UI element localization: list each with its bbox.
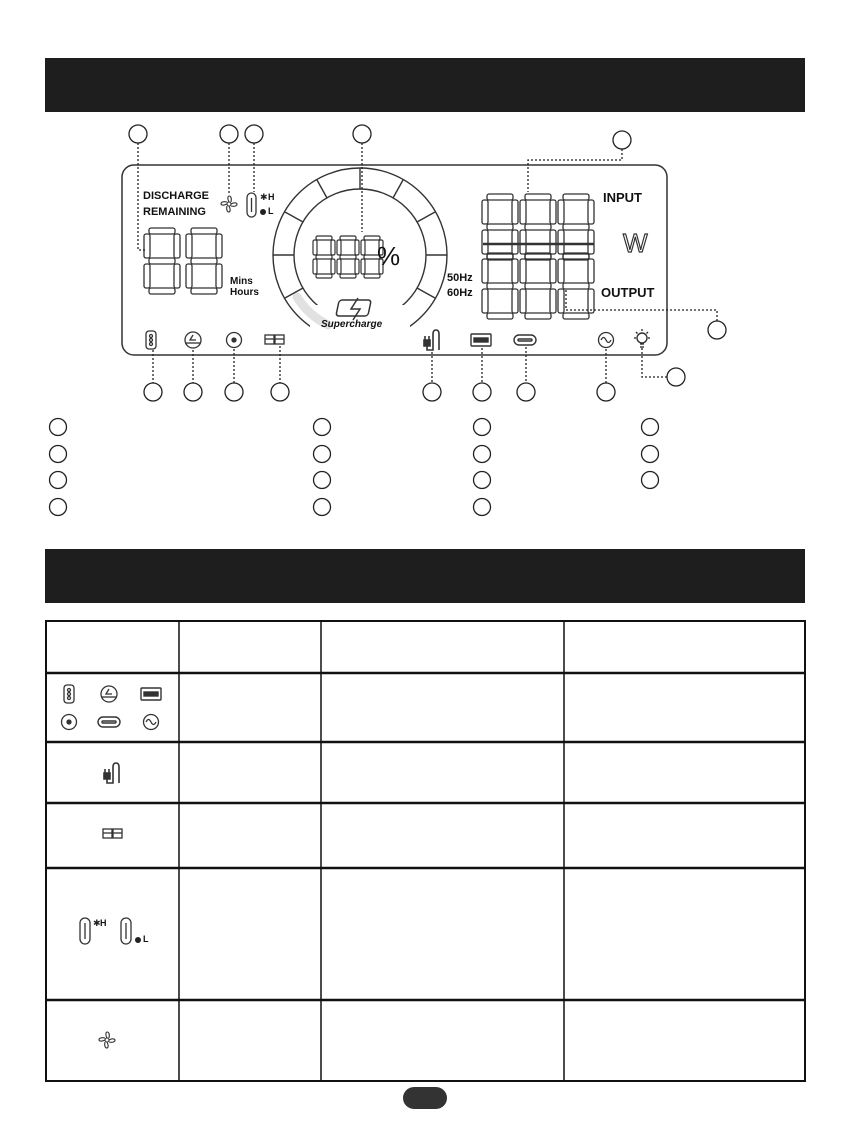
usb-c-icon	[514, 335, 536, 345]
output-digit-2	[520, 253, 556, 319]
table-high-label: H	[100, 918, 107, 928]
ac-outlet-icon	[599, 333, 614, 348]
wireless-charge-icon	[185, 332, 201, 348]
light-icon	[634, 329, 650, 347]
page-number-pill	[403, 1087, 447, 1109]
anderson-icon	[265, 335, 284, 344]
table-low-label: L	[143, 934, 149, 944]
input-digit-2	[520, 194, 556, 260]
spec-table	[46, 621, 805, 1081]
snowflake-icon: ✱	[260, 192, 268, 202]
mins-label: Mins	[230, 276, 253, 287]
table-thermometer-low-icon	[121, 918, 131, 944]
output-digit-3	[558, 253, 594, 319]
legend-circles	[50, 419, 659, 516]
temp-high-label: H	[268, 192, 275, 202]
table-usb-a-icon	[141, 688, 161, 700]
table-ac-outlet-icon	[144, 715, 159, 730]
percent-label: %	[377, 241, 401, 271]
thermometer-icon	[247, 193, 256, 217]
table-thermometer-high-icon	[80, 918, 90, 944]
table-dc5521-icon	[62, 715, 77, 730]
supercharge-label: Supercharge	[321, 319, 383, 330]
remaining-digit-2	[186, 228, 222, 294]
low-dot-icon	[260, 209, 266, 215]
output-digit-1	[482, 253, 518, 319]
callout-circles	[129, 125, 726, 401]
table-snowflake-icon: ✱	[93, 918, 101, 928]
table-fan-icon	[99, 1032, 115, 1048]
remaining-label: REMAINING	[143, 206, 206, 218]
input-digits	[520, 194, 594, 260]
watt-label: W	[623, 228, 648, 258]
usb-a-icon	[471, 334, 491, 346]
output-label: OUTPUT	[601, 285, 655, 300]
input-digit-1	[482, 194, 518, 260]
table-wireless-charge-icon	[101, 686, 117, 702]
table-anderson-icon	[103, 829, 122, 838]
table-usb-c-icon	[98, 717, 120, 727]
temp-low-label: L	[268, 206, 274, 216]
dc5521-icon	[227, 333, 242, 348]
table-car-port-icon	[64, 685, 74, 703]
hz60-label: 60Hz	[447, 287, 473, 299]
input-label: INPUT	[603, 190, 642, 205]
remaining-digit-1	[144, 228, 180, 294]
hours-label: Hours	[230, 287, 259, 298]
table-low-dot-icon	[135, 937, 141, 943]
hz50-label: 50Hz	[447, 272, 473, 284]
fan-icon	[221, 196, 237, 212]
battery-digit-1	[313, 236, 335, 278]
table-ac-charging-plug-icon	[104, 763, 119, 783]
discharge-label: DISCHARGE	[143, 190, 210, 202]
ac-charging-plug-icon	[424, 330, 439, 350]
input-digit-3	[558, 194, 594, 260]
battery-digit-2	[337, 236, 359, 278]
car-port-icon	[146, 331, 156, 349]
